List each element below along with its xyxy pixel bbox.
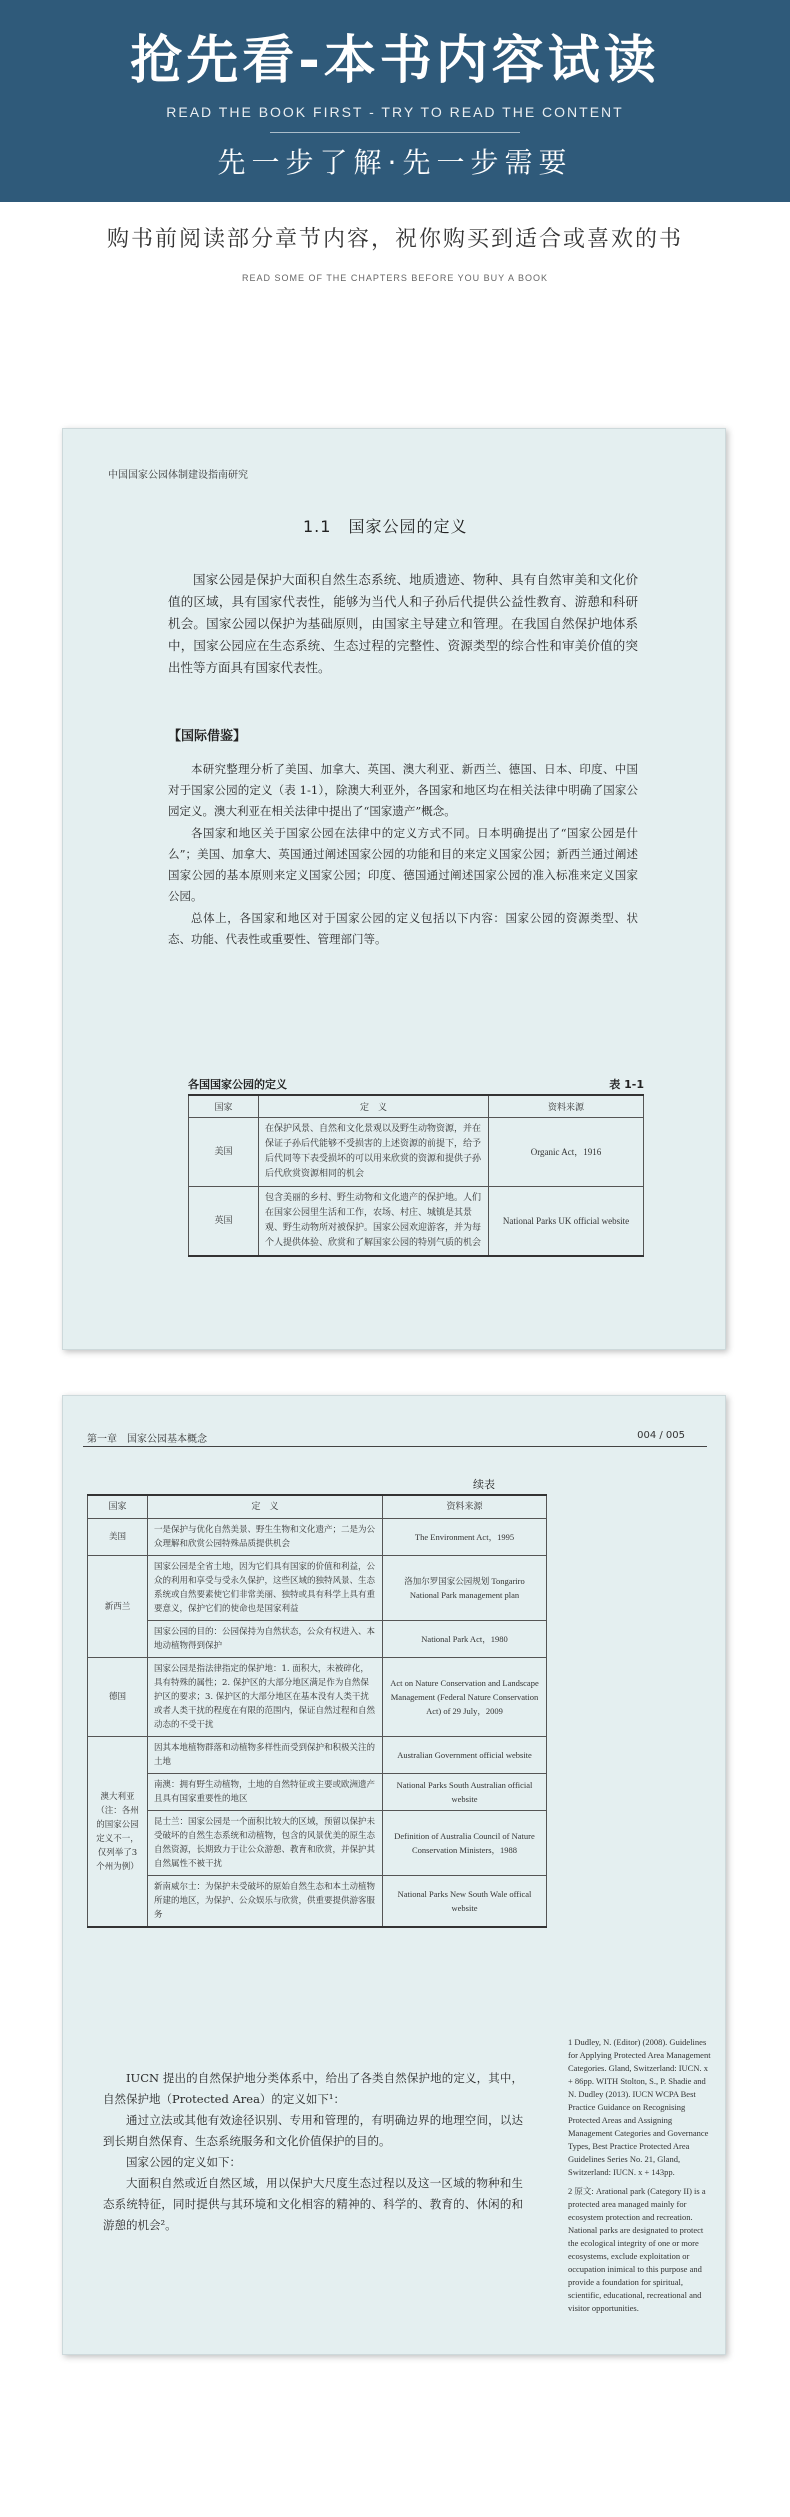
body-paragraph: 大面积自然或近自然区域，用以保护大尺度生态过程以及这一区域的物种和生态系统特征，同时提供与其环境和文化相容的精神的、科学的、教育的、休闲的和游憩的机会²。 bbox=[103, 2176, 523, 2232]
definitions-table-continued bbox=[87, 1494, 547, 1928]
cell-definition: 国家公园的目的：公园保持为自然状态，公众有权进入、本地动植物得到保护 bbox=[148, 1621, 383, 1658]
col-header-definition: 定 义 bbox=[259, 1095, 489, 1118]
col-header-source: 资料来源 bbox=[489, 1095, 644, 1118]
table-row bbox=[88, 1876, 547, 1928]
table-caption-title: 各国国家公园的定义 bbox=[188, 1078, 287, 1091]
section-title: 1.1 国家公园的定义 bbox=[303, 517, 468, 536]
cell-definition: 在保护风景、自然和文化景观以及野生动物资源，并在保证子孙后代能够不受损害的上述资源的前提下，给予后代同等下表受损坏的可以用来欣赏的资源和提供子孙后代欣赏资源相同的机会 bbox=[259, 1118, 489, 1187]
table-header-row bbox=[189, 1095, 644, 1118]
cell-definition: 国家公园是全省土地，因为它们具有国家的价值和利益，公众的利用和享受与受永久保护，这些区域的独特风景、生态系统或自然要素使它们非常美丽、独特或具有科学上具有重要意义，保护它们的使命也是国家利益 bbox=[148, 1556, 383, 1621]
book-page-1 bbox=[62, 428, 726, 1350]
cell-definition: 昆士兰：国家公园是一个面积比较大的区域，预留以保护未受破坏的自然生态系统和动植物，包含的风景优美的原生态自然资源，长期致力于让公众游憩、教育和欣赏，并保护其自然属性不被干扰 bbox=[148, 1811, 383, 1876]
table-row bbox=[88, 1658, 547, 1737]
cell-country: 澳大利亚（注：各州的国家公园定义不一，仅列举了3个州为例） bbox=[88, 1737, 148, 1928]
table-row bbox=[88, 1737, 547, 1774]
footnotes bbox=[568, 2036, 713, 2321]
book-page-2 bbox=[62, 1395, 726, 2355]
table-row bbox=[88, 1621, 547, 1658]
cell-source: Australian Government official website bbox=[383, 1737, 547, 1774]
body-paragraph: 本研究整理分析了美国、加拿大、英国、澳大利亚、新西兰、德国、日本、印度、中国对于国家公园的定义（表 1-1），除澳大利亚外，各国家和地区均在相关法律中明确了国家公园定义。澳大利亚在相关法律中提出了“国家遗产”概念。 bbox=[168, 762, 638, 818]
col-header-country: 国家 bbox=[88, 1495, 148, 1519]
cell-country: 英国 bbox=[189, 1187, 259, 1257]
header-rule bbox=[83, 1446, 707, 1447]
banner-slogan: 先一步了解·先一步需要 bbox=[217, 146, 573, 179]
table-row bbox=[189, 1187, 644, 1257]
cell-source: National Park Act，1980 bbox=[383, 1621, 547, 1658]
page-numbers: 004 / 005 bbox=[637, 1430, 685, 1441]
footnote: 1 Dudley, N. (Editor) (2008). Guidelines for Applying Protected Area Management Categories. Gland, Switzerland: IUCN. x + 86pp. WITH Stolton, S., P. Shadie and N. Dudley (2013). IUCN WCPA Best Practice Guidance on Recognising Protected Areas and Assigning Management Categories and Governance Types, Best Practice Protected Area Guidelines Series No. 21, Gland, Switzerland: IUCN. x + 143pp. bbox=[568, 2037, 711, 2177]
cell-country: 德国 bbox=[88, 1658, 148, 1737]
cell-definition: 一是保护与优化自然美景、野生生物和文化遗产；二是为公众理解和欣赏公园特殊品质提供机会 bbox=[148, 1519, 383, 1556]
col-header-country: 国家 bbox=[189, 1095, 259, 1118]
table-number: 表 1-1 bbox=[609, 1078, 644, 1091]
body-paragraph: 通过立法或其他有效途径识别、专用和管理的，有明确边界的地理空间，以达到长期自然保育、生态系统服务和文化价值保护的目的。 bbox=[103, 2113, 523, 2148]
cell-source: National Parks UK official website bbox=[489, 1187, 644, 1257]
cell-source: Act on Nature Conservation and Landscape Management (Federal Nature Conservation Act) of 29 July，2009 bbox=[383, 1658, 547, 1737]
header-banner bbox=[0, 0, 790, 202]
cell-definition: 包含美丽的乡村、野生动物和文化遗产的保护地。人们在国家公园里生活和工作，农场、村庄、城镇是其景观、野生动物所对被保护。国家公园欢迎游客，并为每个人提供体验、欣赏和了解国家公园的特别气质的机会 bbox=[259, 1187, 489, 1257]
table-row bbox=[88, 1519, 547, 1556]
cell-country: 美国 bbox=[88, 1519, 148, 1556]
table-row bbox=[189, 1118, 644, 1187]
footnote: 2 原文: Arational park (Category II) is a protected area managed mainly for ecosystem protection and recreation. National parks are designated to protect the ecological integrity of one or more ecosystems, exclude exploitation or occupation inimical to this purpose and provide a foundation for spiritual, scientific, educational, recreational and visitor opportunities. bbox=[568, 2186, 706, 2313]
banner-subtitle: READ THE BOOK FIRST - TRY TO READ THE CONTENT bbox=[166, 104, 624, 120]
cell-source: 洛加尔罗国家公园规划 Tongariro National Park management plan bbox=[383, 1556, 547, 1621]
body-paragraph: 总体上，各国家和地区对于国家公园的定义包括以下内容：国家公园的资源类型、状态、功能、代表性或重要性、管理部门等。 bbox=[168, 911, 638, 946]
cell-definition: 新南威尔士：为保护未受破坏的原始自然生态和本土动植物所建的地区，为保护、公众娱乐与欣赏，供重要提供游客服务 bbox=[148, 1876, 383, 1928]
cell-country: 新西兰 bbox=[88, 1556, 148, 1658]
cell-country: 美国 bbox=[189, 1118, 259, 1187]
cell-definition: 国家公园是指法律指定的保护地：1. 面积大，未被碎化，具有特殊的属性；2. 保护区的大部分地区满足作为自然保护区的要求；3. 保护区的大部分地区在基本没有人类干扰或者人类干扰的程度在有限的范围内，保证自然过程和自然动态的不受干扰 bbox=[148, 1658, 383, 1737]
table-continued-label: 续表 bbox=[473, 1478, 495, 1491]
col-header-source: 资料来源 bbox=[383, 1495, 547, 1519]
running-head-left: 第一章 国家公园基本概念 bbox=[87, 1434, 207, 1445]
body-text bbox=[103, 2068, 523, 2236]
cell-definition: 因其本地植物群落和动植物多样性而受到保护和积极关注的土地 bbox=[148, 1737, 383, 1774]
cell-source: National Parks New South Wale offical website bbox=[383, 1876, 547, 1928]
body-paragraph: 国家公园的定义如下： bbox=[126, 2155, 241, 2169]
banner-divider bbox=[270, 132, 520, 133]
cell-source: Definition of Australia Council of Nature Conservation Ministers，1988 bbox=[383, 1811, 547, 1876]
definition-paragraph: 国家公园是保护大面积自然生态系统、地质遗迹、物种、具有自然审美和文化价值的区域，具有国家代表性，能够为当代人和子孙后代提供公益性教育、游憩和科研机会。国家公园以保护为基础原则，由国家主导建立和管理。在我国自然保护地体系中，国家公园应在生态系统、生态过程的完整性、资源类型的综合性和审美价值的突出性等方面具有国家代表性。 bbox=[168, 572, 638, 675]
intro-text: 购书前阅读部分章节内容，祝你购买到适合或喜欢的书 bbox=[106, 227, 683, 252]
intro-text-en: READ SOME OF THE CHAPTERS BEFORE YOU BUY A BOOK bbox=[241, 273, 549, 283]
body-paragraph: 各国家和地区关于国家公园在法律中的定义方式不同。日本明确提出了“国家公园是什么”；美国、加拿大、英国通过阐述国家公园的功能和目的来定义国家公园；新西兰通过阐述国家公园的基本原则来定义国家公园；印度、德国通过阐述国家公园的准入标准来定义国家公园。 bbox=[168, 826, 638, 903]
col-header-definition: 定 义 bbox=[148, 1495, 383, 1519]
intro bbox=[0, 222, 790, 283]
table-caption bbox=[188, 1076, 644, 1092]
box-title: 【国际借鉴】 bbox=[168, 729, 247, 744]
definitions-table bbox=[188, 1094, 644, 1257]
body-paragraph: IUCN 提出的自然保护地分类体系中，给出了各类自然保护地的定义，其中，自然保护地（Protected Area）的定义如下¹： bbox=[103, 2071, 523, 2106]
running-head: 中国国家公园体制建设指南研究 bbox=[108, 470, 248, 481]
banner-title: 抢先看-本书内容试读 bbox=[130, 31, 660, 91]
table-row bbox=[88, 1556, 547, 1621]
table-row bbox=[88, 1811, 547, 1876]
cell-source: The Environment Act，1995 bbox=[383, 1519, 547, 1556]
cell-source: Organic Act，1916 bbox=[489, 1118, 644, 1187]
table-row bbox=[88, 1774, 547, 1811]
cell-source: National Parks South Australian official website bbox=[383, 1774, 547, 1811]
body-text bbox=[168, 759, 638, 951]
table-header-row bbox=[88, 1495, 547, 1519]
cell-definition: 南澳：拥有野生动植物，土地的自然特征或主要或欧洲遗产且具有国家重要性的地区 bbox=[148, 1774, 383, 1811]
